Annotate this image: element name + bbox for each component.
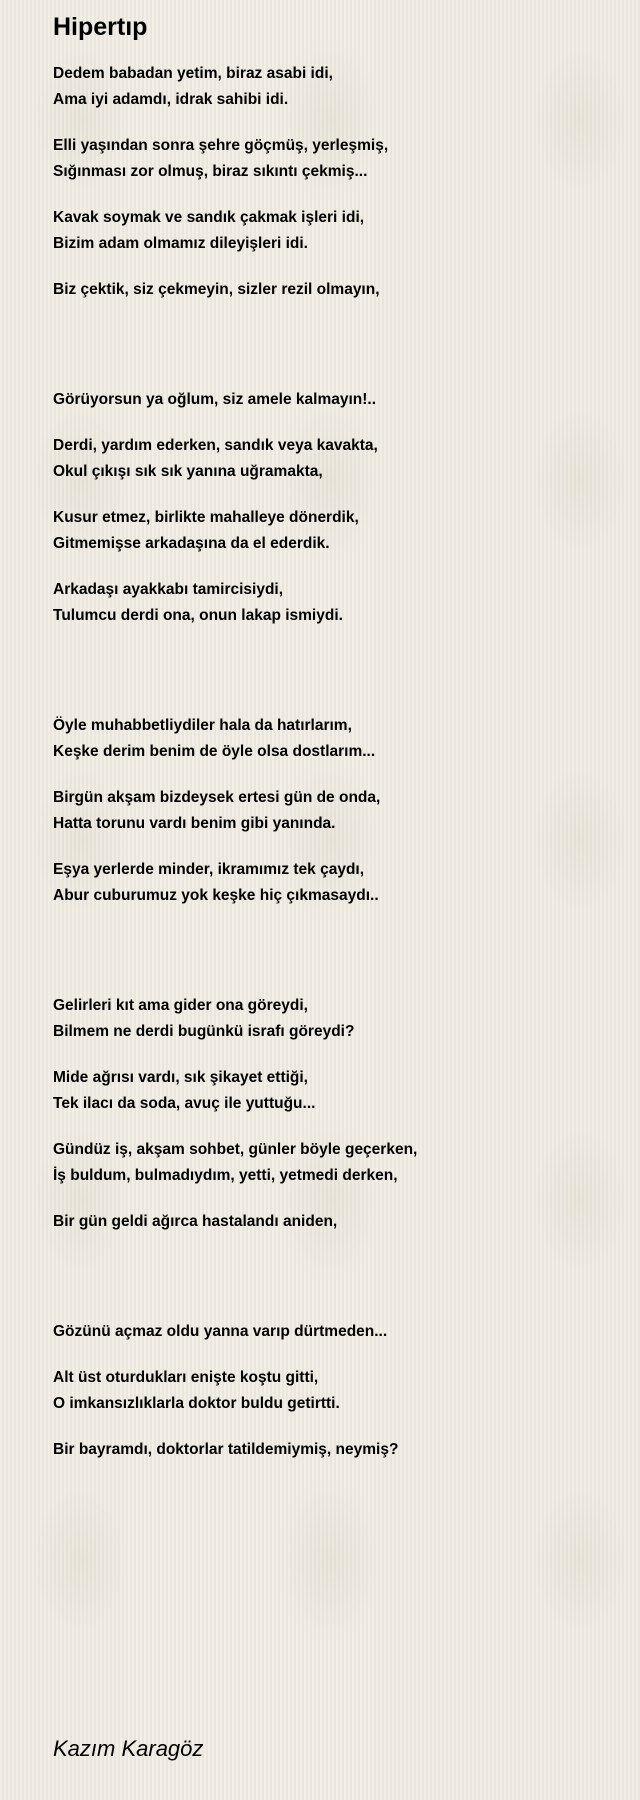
poem-line: Tulumcu derdi ona, onun lakap ismiydi. bbox=[53, 607, 343, 624]
stanza bbox=[53, 857, 613, 909]
poem-line: Abur cuburumuz yok keşke hiç çıkmasaydı.. bbox=[53, 887, 379, 904]
poem-line: Bizim adam olmamız dileyişleri idi. bbox=[53, 235, 308, 252]
poem-body bbox=[53, 61, 613, 1463]
stanza bbox=[53, 577, 613, 629]
stanza bbox=[53, 277, 613, 303]
poem-line: O imkansızlıklarla doktor buldu getirtti. bbox=[53, 1395, 340, 1412]
stanza bbox=[53, 387, 613, 413]
poem-line: Biz çektik, siz çekmeyin, sizler rezil olmayın, bbox=[53, 281, 380, 298]
stanza bbox=[53, 1137, 613, 1189]
poem-line: Mide ağrısı vardı, sık şikayet ettiği, bbox=[53, 1069, 308, 1086]
poem-author: Kazım Karagöz bbox=[53, 1736, 204, 1761]
poem-line: Kavak soymak ve sandık çakmak işleri idi, bbox=[53, 209, 365, 226]
stanza bbox=[53, 61, 613, 113]
stanza bbox=[53, 1437, 613, 1463]
poem-line: Kusur etmez, birlikte mahalleye dönerdik, bbox=[53, 509, 359, 526]
poem-line: Tek ilacı da soda, avuç ile yuttuğu... bbox=[53, 1095, 316, 1112]
poem-line: Gitmemişse arkadaşına da el ederdik. bbox=[53, 535, 330, 552]
stanza bbox=[53, 785, 613, 837]
stanza bbox=[53, 433, 613, 485]
poem-line: Elli yaşından sonra şehre göçmüş, yerleşmiş, bbox=[53, 137, 389, 154]
stanza bbox=[53, 505, 613, 557]
stanza bbox=[53, 1209, 613, 1235]
poem-line: Birgün akşam bizdeysek ertesi gün de onda, bbox=[53, 789, 381, 806]
poem-line: İş buldum, bulmadıydım, yetti, yetmedi derken, bbox=[53, 1167, 398, 1184]
poem-line: Okul çıkışı sık sık yanına uğramakta, bbox=[53, 463, 323, 480]
poem-title: Hipertıp bbox=[53, 13, 148, 41]
poem-line: Öyle muhabbetliydiler hala da hatırlarım, bbox=[53, 717, 352, 734]
poem-line: Görüyorsun ya oğlum, siz amele kalmayın!.. bbox=[53, 391, 377, 408]
poem-container bbox=[53, 12, 613, 1463]
poem-line: Sığınması zor olmuş, biraz sıkıntı çekmiş... bbox=[53, 163, 368, 180]
poem-line: Bir gün geldi ağırca hastalandı aniden, bbox=[53, 1213, 338, 1230]
poem-line: Keşke derim benim de öyle olsa dostlarım... bbox=[53, 743, 376, 760]
poem-line: Bir bayramdı, doktorlar tatildemiymiş, neymiş? bbox=[53, 1441, 399, 1458]
poem-line: Derdi, yardım ederken, sandık veya kavakta, bbox=[53, 437, 378, 454]
stanza bbox=[53, 205, 613, 257]
stanza bbox=[53, 1065, 613, 1117]
stanza bbox=[53, 133, 613, 185]
poem-line: Gözünü açmaz oldu yanna varıp dürtmeden... bbox=[53, 1323, 388, 1340]
stanza bbox=[53, 993, 613, 1045]
poem-line: Ama iyi adamdı, idrak sahibi idi. bbox=[53, 91, 289, 108]
stanza bbox=[53, 713, 613, 765]
poem-line: Gelirleri kıt ama gider ona göreydi, bbox=[53, 997, 308, 1014]
poem-line: Gündüz iş, akşam sohbet, günler böyle geçerken, bbox=[53, 1141, 418, 1158]
poem-line: Dedem babadan yetim, biraz asabi idi, bbox=[53, 65, 333, 82]
stanza bbox=[53, 1319, 613, 1345]
poem-line: Bilmem ne derdi bugünkü israfı göreydi? bbox=[53, 1023, 355, 1040]
poem-line: Hatta torunu vardı benim gibi yanında. bbox=[53, 815, 336, 832]
stanza bbox=[53, 1365, 613, 1417]
poem-line: Eşya yerlerde minder, ikramımız tek çaydı, bbox=[53, 861, 365, 878]
poem-line: Arkadaşı ayakkabı tamircisiydi, bbox=[53, 581, 284, 598]
poem-line: Alt üst oturdukları enişte koştu gitti, bbox=[53, 1369, 319, 1386]
